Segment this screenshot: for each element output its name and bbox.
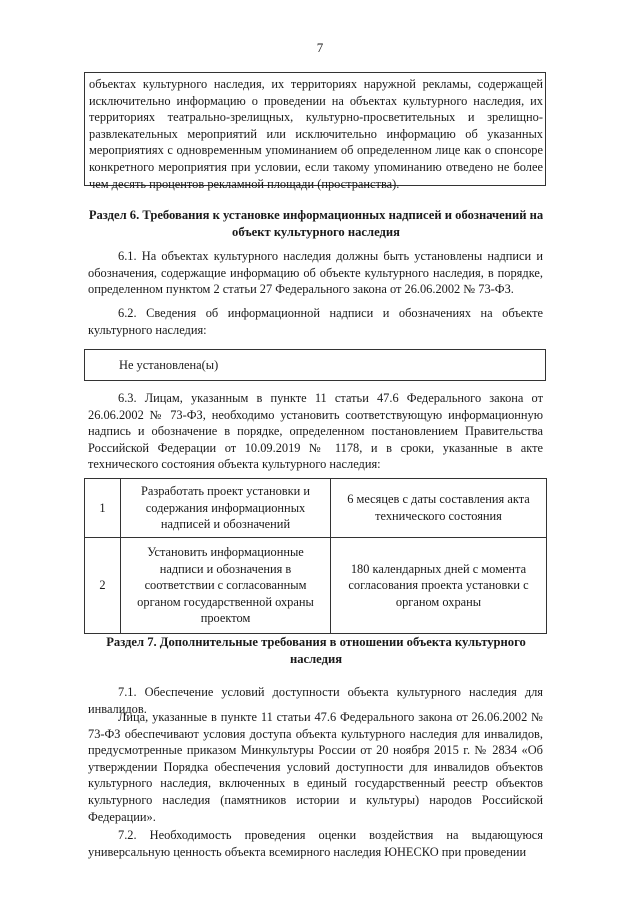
row-action: Установить информационные надписи и обозначения в соответствии с согласованным органом государственной охраны проектом xyxy=(121,538,331,634)
info-inscription-value: Не установлена(ы) xyxy=(119,358,219,372)
table-row xyxy=(85,538,547,634)
paragraph-7-1: 7.1. Обеспечение условий доступности объекта культурного наследия для инвалидов. xyxy=(88,685,543,716)
table-row xyxy=(85,479,547,538)
paragraph-7-2: 7.2. Необходимость проведения оценки воздействия на выдающуюся универсальную ценность объекта всемирного наследия ЮНЕСКО при проведении xyxy=(88,828,543,859)
framed-text: объектах культурного наследия, их территориях наружной рекламы, содержащей исключительно информацию о проведении на объектах культурного наследия, их территориях театрально-зрелищных, культурно-просветительных и зрелищно-развлекательных мероприятий или исключительно информацию об указанных мероприятиях с одновременным упоминанием об определенном лице как о спонсоре конкретного мероприятия при условии, если такому упоминанию отведено не более чем десять процентов рекламной площади (пространства). xyxy=(89,77,543,191)
row-term: 6 месяцев с даты составления акта технического состояния xyxy=(331,479,547,538)
section-7-title: Раздел 7. Дополнительные требования в отношении объекта культурного наследия xyxy=(106,635,526,666)
row-number: 1 xyxy=(85,479,121,538)
paragraph-7-1-details: Лица, указанные в пункте 11 статьи 47.6 Федерального закона от 26.06.2002 № 73-ФЗ обеспечивают условия доступа объекта культурного наследия для инвалидов, предусмотренные приказом Минкультуры России от 20 ноября 2015 г. № 2834 «Об утверждении Порядка обеспечения условий доступности для инвалидов объектов культурного наследия, включенных в единый государственный реестр объектов культурного наследия (памятников истории и культуры) народов Российской Федерации». xyxy=(88,710,543,824)
paragraph-6-2: 6.2. Сведения об информационной надписи и обозначениях на объекте культурного наследия: xyxy=(88,306,543,337)
info-inscription-cell xyxy=(84,349,546,381)
page-number: 7 xyxy=(316,40,324,55)
row-action: Разработать проект установки и содержания информационных надписей и обозначений xyxy=(121,479,331,538)
section-6-title: Раздел 6. Требования к установке информационных надписей и обозначений на объект культурного наследия xyxy=(88,208,544,239)
paragraph-6-3: 6.3. Лицам, указанным в пункте 11 статьи 47.6 Федерального закона от 26.06.2002 № 73-ФЗ, необходимо установить соответствующую информационную надпись и обозначение в порядке, определенном постановлением Правительства Российской Федерации от 10.09.2019 № 1178, и в сроки, указанные в акте технического состояния объекта культурного наследия: xyxy=(88,391,543,472)
row-term: 180 календарных дней с момента согласования проекта установки с органом охраны xyxy=(331,538,547,634)
paragraph-6-1: 6.1. На объектах культурного наследия должны быть установлены надписи и обозначения, содержащие информацию об объекте культурного наследия, в порядке, определенном пунктом 2 статьи 27 Федерального закона от 26.06.2002 № 73-ФЗ. xyxy=(88,249,543,297)
requirements-table xyxy=(84,478,547,634)
row-number: 2 xyxy=(85,538,121,634)
